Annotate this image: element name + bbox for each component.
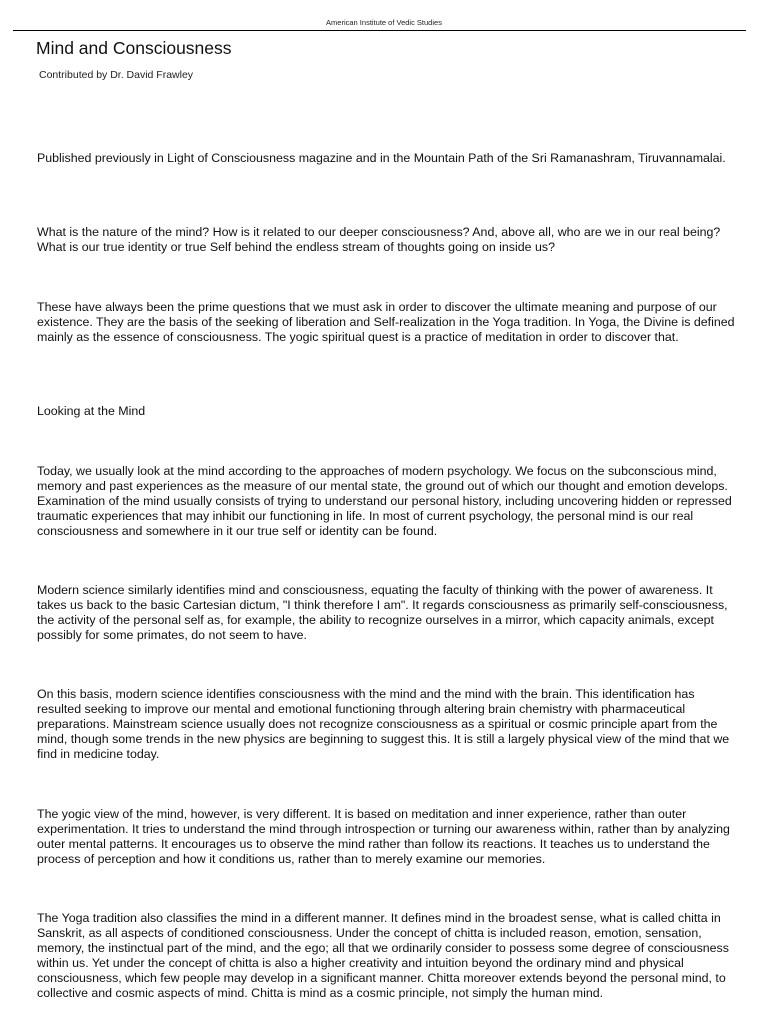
byline: Contributed by Dr. David Frawley xyxy=(39,69,194,81)
site-name: American Institute of Vedic Studies xyxy=(326,18,442,27)
section-heading: Looking at the Mind xyxy=(37,404,146,418)
paragraph-1: What is the nature of the mind? How is it related to our deeper consciousness? And, above all, who are we in our real being? What is our true identity or true Self behind the endless stream of thoughts going on inside us? xyxy=(37,225,721,254)
paragraph-6: The yogic view of the mind, however, is very different. It is based on meditation and inner experience, rather than outer experimentation. It tries to understand the mind through introspection or turning our awareness within, rather than by analyzing outer mental patterns. It encourages us to observe the mind rather than follow its reactions. It teaches us to understand the process of perception and how it conditions us, rather than to merely examine our memories. xyxy=(37,807,730,866)
paragraph-5: On this basis, modern science identifies consciousness with the mind and the mind with the brain. This identification has resulted seeking to improve our mental and emotional functioning through altering brain chemistry with pharmaceutical preparations. Mainstream science usually does not recognize consciousness as a spiritual or cosmic principle apart from the mind, though some trends in the new physics are beginning to suggest this. It is still a largely physical view of the mind that we find in medicine today. xyxy=(37,687,730,761)
page-title: Mind and Consciousness xyxy=(36,38,232,58)
header-divider xyxy=(13,30,746,31)
paragraph-7: The Yoga tradition also classifies the mind in a different manner. It defines mind in the broadest sense, what is called chitta in Sanskrit, as all aspects of conditioned consciousness. Under the concept of chitta is included reason, emotion, sensation, memory, the instinctual part of the mind, and the ego; all that we ordinarily consider to possess some degree of consciousness within us. Yet under the concept of chitta is also a higher creativity and intuition beyond the ordinary mind and physical consciousness, which few people may develop in a significant manner. Chitta moreover extends beyond the personal mind, to collective and cosmic aspects of mind. Chitta is mind as a cosmic principle, not simply the human mind. xyxy=(37,911,729,1000)
published-note: Published previously in Light of Consciousness magazine and in the Mountain Path of the Sri Ramanashram, Tiruvannamalai. xyxy=(37,151,726,165)
paragraph-3: Today, we usually look at the mind according to the approaches of modern psychology. We focus on the subconscious mind, memory and past experiences as the measure of our mental state, the ground out of which our thought and emotion develops. Examination of the mind usually consists of trying to understand our personal history, including uncovering hidden or repressed traumatic experiences that may inhibit our functioning in life. In most of current psychology, the personal mind is our real consciousness and somewhere in it our true self or identity can be found. xyxy=(37,464,732,538)
paragraph-2: These have always been the prime questions that we must ask in order to discover the ultimate meaning and purpose of our existence. They are the basis of the seeking of liberation and Self-realization in the Yoga tradition. In Yoga, the Divine is defined mainly as the essence of consciousness. The yogic spiritual quest is a practice of meditation in order to discover that. xyxy=(37,300,735,344)
paragraph-4: Modern science similarly identifies mind and consciousness, equating the faculty of thinking with the power of awareness. It takes us back to the basic Cartesian dictum, "I think therefore I am". It regards consciousness as primarily self-consciousness, the activity of the personal self as, for example, the ability to recognize ourselves in a mirror, which capacity animals, except possibly for some primates, do not seem to have. xyxy=(37,583,728,642)
